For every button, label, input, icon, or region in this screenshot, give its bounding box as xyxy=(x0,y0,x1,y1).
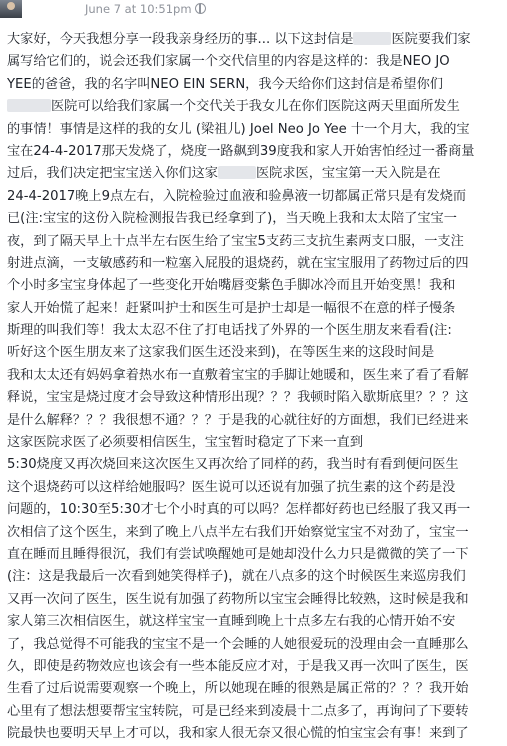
post-text-line xyxy=(7,342,506,364)
post-text-line xyxy=(7,432,506,454)
post-text-segment: (注：这是我最后一次看到她笑得样子)，就在八点多的这个时候医生来巡房我们 xyxy=(7,569,466,585)
timestamp-text: June 7 at 10:51pm xyxy=(85,2,192,16)
post-text-segment: 夜，到了隔天早上十点半左右医生给了宝宝5支药三支抗生素两支口服，一支注 xyxy=(7,233,464,249)
post-text-segment: 宝在24-4-2017那天发烧了，烧度一路飙到39度我和家人开始害怕经过一番商量 xyxy=(7,143,475,159)
post-text-segment: 属写给它们的，说会还我们家属一个交代信里的内容是这样的：我是NEO JO xyxy=(7,54,450,70)
post-text-line xyxy=(7,231,506,253)
post-text-line xyxy=(7,566,506,588)
post-text-line xyxy=(7,701,506,723)
post-text-segment: 次相信了这个医生，来到了晚上八点半左右我们开始察觉宝宝不对劲了，宝宝一 xyxy=(7,524,469,540)
post-text-segment: 心里有了想法想要帮宝宝转院，可是已经来到凌晨十二点多了，再询问了下要转 xyxy=(7,703,469,719)
post-text-segment: 大家好，今天我想分享一段我亲身经历的事... 以下这封信是 xyxy=(7,32,354,47)
post-text-segment: 射进点滴，一支敏感药和一粒塞入屁股的退烧药，就在宝宝服用了药物过后的四 xyxy=(7,255,469,271)
redacted-hospital-name xyxy=(353,32,391,45)
post-text-segment: 家人第三次相信医生，就这样宝宝一直睡到晚上十点多左右我的心情开始不安 xyxy=(7,614,456,630)
post-text-line xyxy=(7,320,506,342)
post-text-segment: 个小时多宝宝身体起了一些变化开始嘴唇变紫色手脚冰冷而且开始变黑！我和 xyxy=(7,278,456,294)
post-text-line xyxy=(7,96,506,118)
post-text-line xyxy=(7,298,506,320)
post-text-segment: 久，即使是药物效应也该会有一些本能反应才对，于是我又再一次叫了医生，医 xyxy=(7,658,469,674)
post-text-segment: 医院可以给我们家属一个交代关于我女儿在你们医院这两天里面所发生 xyxy=(51,99,460,115)
post-text-segment: 又再一次问了医生，医生说有加强了药物所以宝宝会睡得比较熟，这时候是我和 xyxy=(7,591,469,607)
post-text-segment: 我和太太还有妈妈拿着热水布一直敷着宝宝的手脚让她暖和，医生来了看了看解 xyxy=(7,367,469,383)
post-text-line xyxy=(7,365,506,387)
post-text-segment: 生看了过后说需要观察一个晚上，所以她现在睡的很熟是属正常的？？？我开始 xyxy=(7,681,469,697)
post-text-line xyxy=(7,723,506,745)
post-text-segment: 医院要我们家 xyxy=(391,32,471,47)
avatar-face xyxy=(7,2,15,10)
post-timestamp[interactable] xyxy=(85,2,206,16)
post-text-line xyxy=(7,275,506,297)
post-text-line xyxy=(7,678,506,700)
post-text-line xyxy=(7,163,506,185)
post-text-line xyxy=(7,119,506,141)
post-text-line xyxy=(7,74,506,96)
post-text-line xyxy=(7,208,506,230)
post-text-segment: 院最快也要明天早上才可以，我和家人很无奈又很心慌的怕宝宝会有事！来到了 xyxy=(7,726,469,742)
redacted-hospital-name xyxy=(7,99,51,112)
post-text-segment: 5:30烧度又再次烧回来这次医生又再次给了同样的药，我当时有看到便问医生 xyxy=(7,457,459,473)
post-text-segment: YEE的爸爸，我的名字叫NEO EIN SERN，我今天给你们这封信是希望你们 xyxy=(7,76,443,92)
post-text-line xyxy=(7,410,506,432)
avatar[interactable] xyxy=(0,0,22,18)
post-text-segment: 这个退烧药可以这样给她服吗？医生说可以还说有加强了抗生素的这个药是没 xyxy=(7,479,456,495)
post-text-line xyxy=(7,141,506,163)
post-text-line xyxy=(7,522,506,544)
post-text-line xyxy=(7,544,506,566)
post-text-segment: 听好这个医生朋友来了这家我们医生还没来到)，在等医生来的这段时间是 xyxy=(7,345,435,361)
post-text-line xyxy=(7,51,506,73)
redacted-hospital-name xyxy=(218,166,256,179)
post-body xyxy=(7,29,506,746)
post-text-segment: 的事情！事情是这样的我的女儿 (梁祖儿) Joel Neo Jo Yee 十一个月大，我的宝 xyxy=(7,121,470,137)
post-text-segment: 问题的，10:30至5:30才七个小时真的可以吗？怎样都好药也已经服了我又再一 xyxy=(7,502,471,518)
post-text-segment: 是什么解释？？？我很想不通？？？于是我的心就往好的方面想，我们已经进来 xyxy=(7,412,469,428)
post-text-segment: 已(注:宝宝的这份入院检测报告我已经拿到了)，当天晚上我和太太陪了宝宝一 xyxy=(7,211,457,227)
post-text-segment: 斯理的叫我们等！我太太忍不住了打电话找了外界的一个医生朋友来看看(注: xyxy=(7,323,452,339)
post-text-line xyxy=(7,186,506,208)
post-text-segment: 释说，宝宝是烧过度才会导致这种情形出现？？？我顿时陷入歇斯底里？？？这 xyxy=(7,390,469,406)
post-text-line xyxy=(7,253,506,275)
post-text-line xyxy=(7,611,506,633)
post-text-line xyxy=(7,477,506,499)
post-text-segment: 家人开始慌了起来！赶紧叫护士和医生可是护士却是一幅很不在意的样子慢条 xyxy=(7,300,456,316)
post-text-segment: 过后，我们决定把宝宝送入你们这家 xyxy=(7,166,218,182)
post-text-segment: 24-4-2017晚上9点左右，入院检验过血液和验鼻液一切都属正常只是有发烧而 xyxy=(7,188,467,204)
post-text-segment: 医院求医，宝宝第一天入院是在 xyxy=(256,166,441,182)
post-text-line xyxy=(7,387,506,409)
post-text-segment: 直在睡而且睡得很沉，我们有尝试唤醒她可是她却没什么力只是微微的笑了一下 xyxy=(7,546,469,562)
post-text-line xyxy=(7,499,506,521)
post-text-segment: 了，我总觉得不可能我的宝宝不是一个会睡的人她很爱玩的没理由会一直睡那么 xyxy=(7,636,469,652)
post-text-line xyxy=(7,656,506,678)
post-header xyxy=(0,0,507,20)
post-text-line xyxy=(7,29,506,51)
post-text-line xyxy=(7,454,506,476)
post-text-segment: 这家医院求医了必须要相信医生，宝宝暂时稳定了下来一直到 xyxy=(7,435,364,451)
globe-icon xyxy=(195,3,206,14)
post-text-line xyxy=(7,589,506,611)
